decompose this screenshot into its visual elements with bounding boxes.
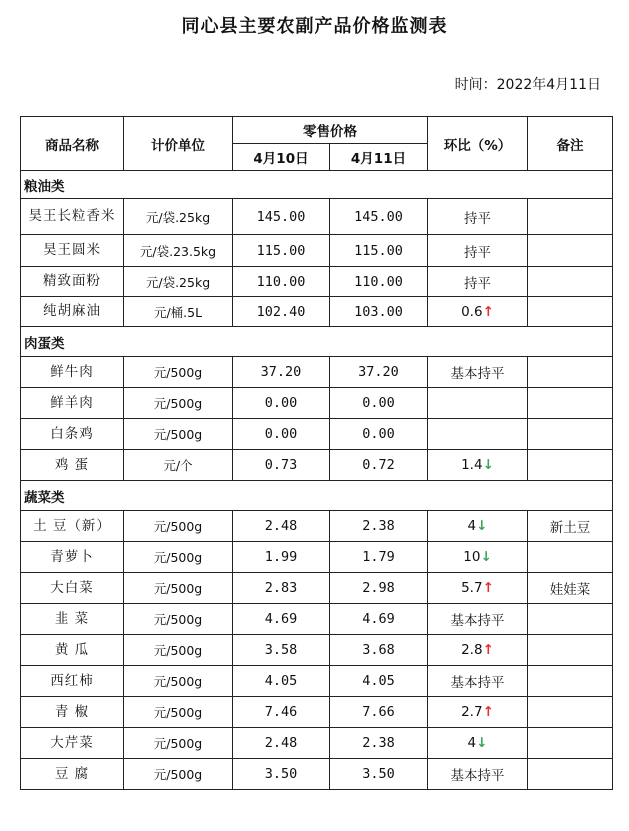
- table-row: [21, 604, 613, 635]
- product-name: 大芹菜: [21, 728, 124, 759]
- category-row: [21, 327, 613, 357]
- note-cell: [528, 728, 613, 759]
- arrow-up-icon: ↑: [482, 303, 494, 320]
- note-cell: [528, 357, 613, 388]
- table-row: [21, 573, 613, 604]
- arrow-up-icon: ↑: [482, 642, 494, 658]
- product-name: 青萝卜: [21, 542, 124, 573]
- note-cell: [528, 199, 613, 235]
- change-cell: [428, 635, 528, 666]
- price-apr-11: 110.00: [330, 267, 428, 297]
- page-title: 同心县主要农副产品价格监测表: [181, 16, 448, 37]
- price-unit: 元/500g: [124, 419, 233, 450]
- product-name: 鲜羊肉: [21, 388, 124, 419]
- price-apr-10: 3.58: [233, 635, 330, 666]
- arrow-down-icon: ↓: [476, 735, 488, 751]
- change-cell: [428, 388, 528, 419]
- change-cell: [428, 666, 528, 697]
- change-value: 4: [467, 518, 477, 534]
- table-row: [21, 297, 613, 327]
- category-row: [21, 481, 613, 511]
- price-apr-11: 4.05: [330, 666, 428, 697]
- price-apr-11: 1.79: [330, 542, 428, 573]
- price-unit: 元/500g: [124, 542, 233, 573]
- price-apr-10: 4.69: [233, 604, 330, 635]
- price-apr-10: 4.05: [233, 666, 330, 697]
- price-apr-11: 145.00: [330, 199, 428, 235]
- table-row: [21, 635, 613, 666]
- note-cell: [528, 635, 613, 666]
- note-cell: [528, 604, 613, 635]
- price-apr-11: 2.98: [330, 573, 428, 604]
- change-cell: [428, 697, 528, 728]
- product-name: 精致面粉: [21, 267, 124, 297]
- product-name: 大白菜: [21, 573, 124, 604]
- change-value: 2.8: [461, 642, 483, 658]
- price-apr-11: 103.00: [330, 297, 428, 327]
- table-row: [21, 199, 613, 235]
- product-name: 鸡 蛋: [21, 450, 124, 481]
- change-cell: [428, 759, 528, 790]
- table-row: [21, 419, 613, 450]
- product-name: 青 椒: [21, 697, 124, 728]
- price-apr-11: 4.69: [330, 604, 428, 635]
- product-name: 黄 瓜: [21, 635, 124, 666]
- price-unit: 元/500g: [124, 388, 233, 419]
- price-apr-11: 0.00: [330, 419, 428, 450]
- arrow-down-icon: ↓: [482, 457, 494, 473]
- price-apr-11: 3.68: [330, 635, 428, 666]
- change-cell: [428, 728, 528, 759]
- product-name: 白条鸡: [21, 419, 124, 450]
- change-cell: [428, 604, 528, 635]
- table-row: [21, 357, 613, 388]
- change-value: 基本持平: [450, 613, 505, 629]
- category-label: 蔬菜类: [21, 481, 613, 511]
- price-apr-10: 2.48: [233, 728, 330, 759]
- change-value: 2.7: [461, 704, 483, 720]
- table-row: [21, 388, 613, 419]
- price-apr-11: 2.38: [330, 511, 428, 542]
- price-apr-10: 2.83: [233, 573, 330, 604]
- price-unit: 元/500g: [124, 759, 233, 790]
- price-table: [20, 116, 613, 790]
- note-cell: [528, 666, 613, 697]
- price-apr-11: 115.00: [330, 235, 428, 267]
- change-cell: [428, 199, 528, 235]
- change-cell: [428, 419, 528, 450]
- arrow-up-icon: ↑: [482, 580, 494, 596]
- price-unit: 元/500g: [124, 635, 233, 666]
- change-value: 持平: [464, 210, 491, 227]
- note-cell: [528, 759, 613, 790]
- price-apr-10: 37.20: [233, 357, 330, 388]
- table-body: [21, 171, 613, 790]
- change-cell: [428, 450, 528, 481]
- price-apr-10: 3.50: [233, 759, 330, 790]
- price-unit: 元/500g: [124, 573, 233, 604]
- table-row: [21, 728, 613, 759]
- note-cell: [528, 450, 613, 481]
- price-apr-10: 0.73: [233, 450, 330, 481]
- change-cell: [428, 297, 528, 327]
- note-cell: 娃娃菜: [528, 573, 613, 604]
- category-label: 粮油类: [21, 171, 613, 199]
- table-row: [21, 511, 613, 542]
- price-unit: 元/袋.23.5kg: [124, 235, 233, 267]
- price-unit: 元/袋.25kg: [124, 199, 233, 235]
- table-row: [21, 542, 613, 573]
- header-date-1: 4月10日: [233, 144, 330, 171]
- price-apr-11: 7.66: [330, 697, 428, 728]
- change-value: 0.6: [461, 303, 483, 320]
- table-row: [21, 759, 613, 790]
- price-unit: 元/500g: [124, 604, 233, 635]
- change-value: 4: [467, 735, 477, 751]
- product-name: 纯胡麻油: [21, 297, 124, 327]
- price-apr-10: 0.00: [233, 419, 330, 450]
- change-value: 持平: [464, 244, 491, 261]
- note-cell: [528, 388, 613, 419]
- change-value: 1.4: [461, 457, 483, 473]
- arrow-up-icon: ↑: [482, 704, 494, 720]
- change-cell: [428, 573, 528, 604]
- table-row: [21, 235, 613, 267]
- change-value: 基本持平: [450, 366, 505, 382]
- table-row: [21, 697, 613, 728]
- price-apr-11: 0.72: [330, 450, 428, 481]
- price-apr-10: 115.00: [233, 235, 330, 267]
- product-name: 昊王圆米: [21, 235, 124, 267]
- price-apr-10: 110.00: [233, 267, 330, 297]
- price-unit: 元/500g: [124, 511, 233, 542]
- price-apr-10: 145.00: [233, 199, 330, 235]
- change-value: 持平: [464, 275, 491, 292]
- product-name: 韭 菜: [21, 604, 124, 635]
- price-unit: 元/500g: [124, 357, 233, 388]
- header-unit: 计价单位: [124, 117, 233, 171]
- table-row: [21, 666, 613, 697]
- arrow-down-icon: ↓: [480, 549, 492, 565]
- change-value: 基本持平: [450, 675, 505, 691]
- product-name: 昊王长粒香米: [21, 199, 124, 235]
- price-unit: 元/桶.5L: [124, 297, 233, 327]
- price-unit: 元/袋.25kg: [124, 267, 233, 297]
- change-cell: [428, 267, 528, 297]
- note-cell: [528, 267, 613, 297]
- arrow-down-icon: ↓: [476, 518, 488, 534]
- price-apr-11: 0.00: [330, 388, 428, 419]
- price-unit: 元/500g: [124, 728, 233, 759]
- table-row: [21, 267, 613, 297]
- price-apr-10: 7.46: [233, 697, 330, 728]
- change-cell: [428, 357, 528, 388]
- header-retail-price: 零售价格: [233, 117, 428, 144]
- price-apr-10: 0.00: [233, 388, 330, 419]
- price-apr-11: 2.38: [330, 728, 428, 759]
- price-unit: 元/个: [124, 450, 233, 481]
- note-cell: [528, 542, 613, 573]
- note-cell: [528, 419, 613, 450]
- change-value: 基本持平: [450, 768, 505, 784]
- report-date: 时间：2022年4月11日: [454, 77, 601, 93]
- product-name: 鲜牛肉: [21, 357, 124, 388]
- category-row: [21, 171, 613, 199]
- product-name: 西红柿: [21, 666, 124, 697]
- price-apr-11: 37.20: [330, 357, 428, 388]
- price-apr-10: 1.99: [233, 542, 330, 573]
- price-apr-11: 3.50: [330, 759, 428, 790]
- note-cell: [528, 297, 613, 327]
- note-cell: [528, 235, 613, 267]
- category-label: 肉蛋类: [21, 327, 613, 357]
- header-change: 环比（%）: [428, 117, 528, 171]
- header-date-2: 4月11日: [330, 144, 428, 171]
- price-apr-10: 2.48: [233, 511, 330, 542]
- change-cell: [428, 235, 528, 267]
- product-name: 土 豆（新）: [21, 511, 124, 542]
- change-cell: [428, 511, 528, 542]
- price-apr-10: 102.40: [233, 297, 330, 327]
- header-note: 备注: [528, 117, 613, 171]
- change-value: 10: [463, 549, 481, 565]
- change-value: 5.7: [461, 580, 483, 596]
- price-unit: 元/500g: [124, 697, 233, 728]
- price-unit: 元/500g: [124, 666, 233, 697]
- product-name: 豆 腐: [21, 759, 124, 790]
- note-cell: 新土豆: [528, 511, 613, 542]
- change-cell: [428, 542, 528, 573]
- header-name: 商品名称: [21, 117, 124, 171]
- table-row: [21, 450, 613, 481]
- note-cell: [528, 697, 613, 728]
